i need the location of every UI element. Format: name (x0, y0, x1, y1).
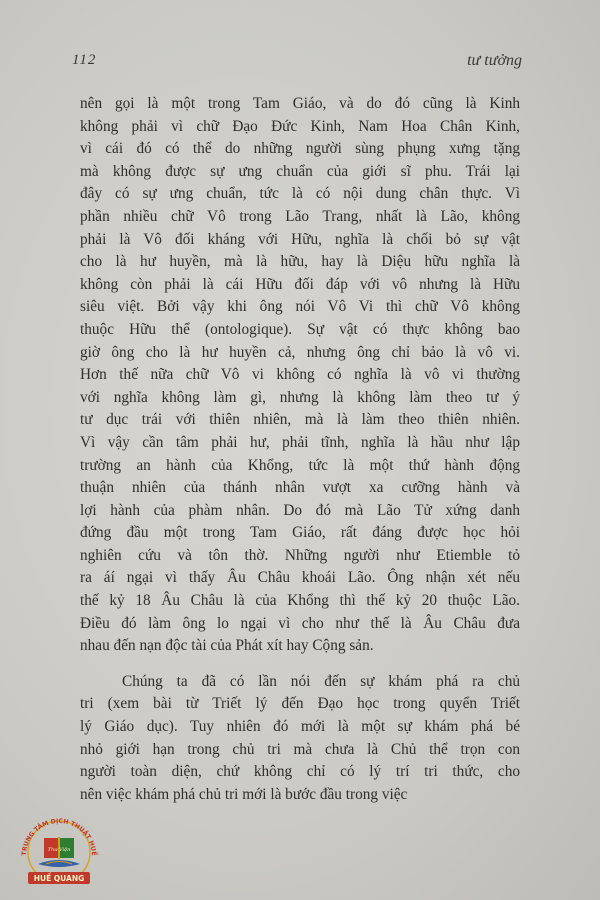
text-line: nghiên cứu và tôn thờ. Những người như Etiemble tỏ (80, 546, 520, 564)
text-line: Hơn thế nữa chữ Vô vi không có nghĩa là vô vi thường (80, 366, 520, 384)
page-number: 112 (72, 52, 97, 68)
logo-book-text: Thư Viện (47, 847, 71, 853)
text-line: mà không được sự ưng chuẩn của giới sĩ phu. Trái lại (80, 162, 520, 180)
text-line: không phải vì chữ Đạo Đức Kinh, Nam Hoa Chân Kinh, (80, 117, 520, 135)
text-line: vì cái đó có thể do những người sùng phụng xưng tặng (80, 140, 520, 158)
text-line: phần nhiều chữ Vô trong Lão Trang, nhất là Lão, không (80, 207, 520, 225)
text-line: Vì vậy cần tâm phải hư, phải tĩnh, nghĩa là hầu như lập (80, 433, 520, 451)
text-line: ra áí ngại vì thấy Âu Châu khoái Lão. Ông nhận xét nếu (80, 569, 520, 587)
page-header (72, 52, 522, 76)
text-line: cho là hư huyền, mà là hữu, hay là Diệu hữu nghĩa là (80, 253, 520, 271)
text-line: người toàn diện, chứ không chỉ có lý trí tri thức, cho (80, 763, 520, 781)
text-line: nhỏ giới hạn trong chủ tri mà chưa là Chủ thể trọn con (80, 740, 520, 758)
text-line: không còn phải là cái Hữu đối đáp với vô nhưng là Hữu (80, 275, 520, 293)
text-line: Điều đó làm ông lo ngại vì cho như thế là Âu Châu đưa (80, 614, 520, 632)
text-line: thuộc Hữu thể (ontologique). Sự vật có thực không bao (80, 320, 520, 338)
text-line: giờ ông cho là hư huyền cả, nhưng ông chỉ bảo là vô vi. (80, 343, 520, 361)
paragraph (80, 671, 520, 807)
text-line: tư dục trái với thiên nhiên, mà là làm theo thiên nhiên. (80, 411, 520, 429)
text-line: phải là Vô đối kháng với Hữu, nghĩa là chối bỏ sự vật (80, 230, 520, 248)
text-line: thuận nhiên của thánh nhân vượt xa cưỡng hành và (80, 479, 520, 497)
text-line: nên gọi là một trong Tam Giáo, và do đó cũng là Kinh (80, 95, 520, 112)
running-title: tư tưởng (467, 52, 522, 69)
text-line: trường an hành của Khổng, tức là một thứ hành động (80, 456, 520, 474)
text-line: lợi hành của phàm nhân. Do đó mà Lão Tử xứng danh (80, 501, 520, 519)
body-text (80, 93, 520, 806)
text-line: đây có sự ưng chuẩn, tức là có nội dung chân thực. Vì (80, 185, 520, 203)
text-line: nhau đến nạn độc tài của Phát xít hay Cộng sản. (80, 637, 374, 655)
hue-quang-logo (16, 812, 102, 890)
text-line: đứng đầu một trong Tam Giáo, rất đáng được học hỏi (80, 524, 520, 542)
text-line: lý Giáo dục). Tuy nhiên đó mới là một sự khám phá bé (80, 718, 520, 736)
text-line: với nghĩa không làm gì, nhưng là không làm theo tư ý (80, 388, 520, 406)
paragraph (80, 93, 520, 658)
logo-arc-text: TRUNG TÂM DỊCH THUẬT HUẾ (20, 817, 98, 856)
text-line: Chúng ta đã có lần nói đến sự khám phá ra chủ (122, 672, 520, 690)
logo-name-text: HUẾ QUANG (33, 874, 85, 883)
text-line: siêu việt. Bởi vậy khi ông nói Vô Vi thì chữ Vô không (80, 298, 520, 316)
text-line: nên việc khám phá chủ tri mới là bước đầu trong việc (80, 785, 408, 803)
text-line: thế kỷ 18 Âu Châu là của Khổng thì thế kỷ 20 thuộc Lão. (80, 592, 520, 610)
paragraph-gap (80, 658, 520, 671)
text-line: tri (xem bài từ Triết lý đến Đạo học trong quyển Triết (80, 695, 520, 713)
